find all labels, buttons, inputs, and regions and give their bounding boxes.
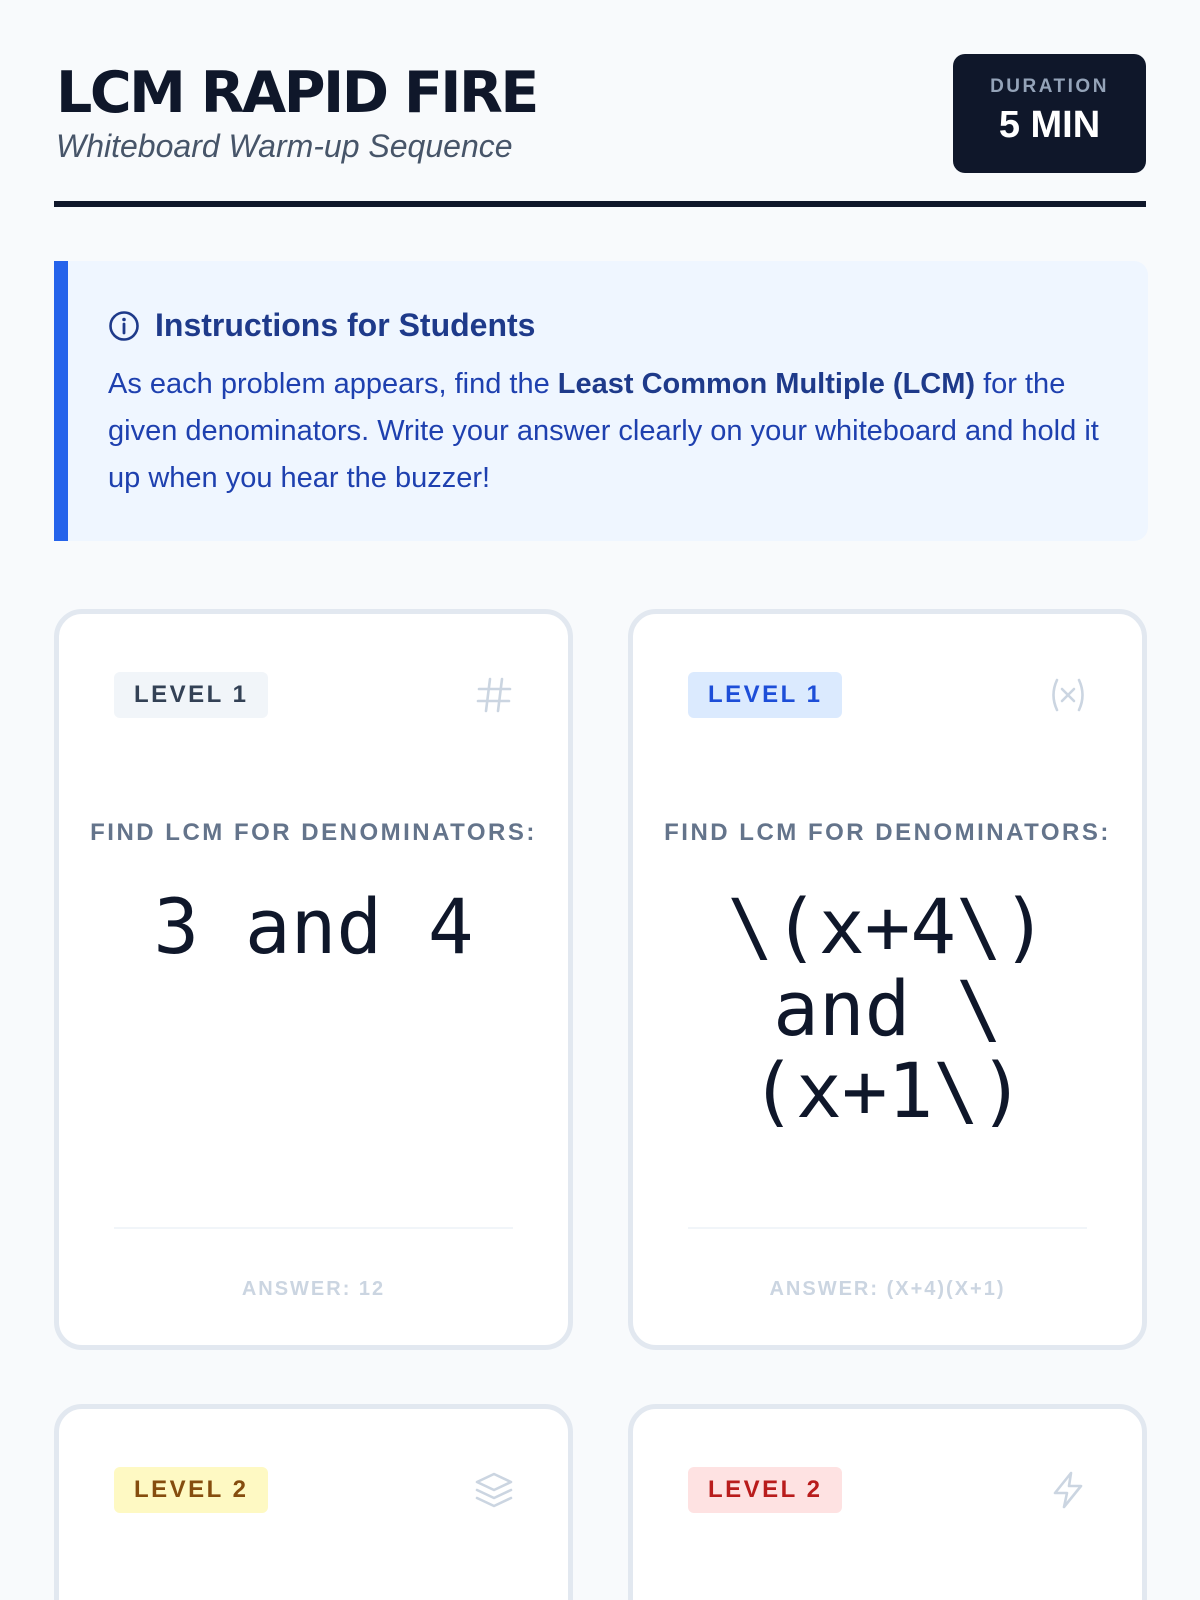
instructions-text <box>108 361 1118 502</box>
lightning-icon <box>1047 1469 1089 1511</box>
card-divider <box>688 1227 1087 1229</box>
answer-text: ANSWER: (X+4)(X+1) <box>769 1278 1006 1300</box>
page-title: LCM RAPID FIRE <box>56 60 537 126</box>
layers-icon <box>473 1469 515 1511</box>
level-badge: LEVEL 1 <box>114 672 268 718</box>
instructions-text-end: for the given denominators. Write your answer clearly on your whiteboard and hold it up when you hear the buzzer! <box>108 368 1099 494</box>
card-divider <box>114 1227 513 1229</box>
instructions-heading <box>108 307 535 344</box>
level-badge: LEVEL 2 <box>114 1467 268 1513</box>
variable-icon <box>1047 674 1089 716</box>
instructions-text-emphasis: Least Common Multiple (LCM) <box>557 368 976 400</box>
hash-icon <box>473 674 515 716</box>
problem-card <box>54 609 573 1350</box>
level-badge: LEVEL 1 <box>688 672 842 718</box>
duration-value: 5 MIN <box>998 104 1101 146</box>
page-subtitle: Whiteboard Warm-up Sequence <box>56 128 513 164</box>
instructions-title: Instructions for Students <box>155 307 536 343</box>
problem-card <box>628 1404 1147 1600</box>
instructions-text-start: As each problem appears, find the <box>108 368 558 400</box>
duration-label: DURATION <box>990 76 1109 97</box>
problem-card <box>628 609 1147 1350</box>
level-badge: LEVEL 2 <box>688 1467 842 1513</box>
problem-card <box>54 1404 573 1600</box>
page-header <box>54 0 1146 207</box>
answer-text: ANSWER: 12 <box>241 1278 386 1300</box>
problem-text: 3 and 4 <box>153 882 474 971</box>
problem-prompt: FIND LCM FOR DENOMINATORS: <box>90 819 537 846</box>
instructions-panel <box>54 261 1148 541</box>
problem-prompt: FIND LCM FOR DENOMINATORS: <box>664 819 1111 846</box>
duration-badge <box>953 54 1146 173</box>
problem-text: \(x+4\) and \(x+1\) <box>727 882 1048 1135</box>
info-icon <box>108 310 140 342</box>
